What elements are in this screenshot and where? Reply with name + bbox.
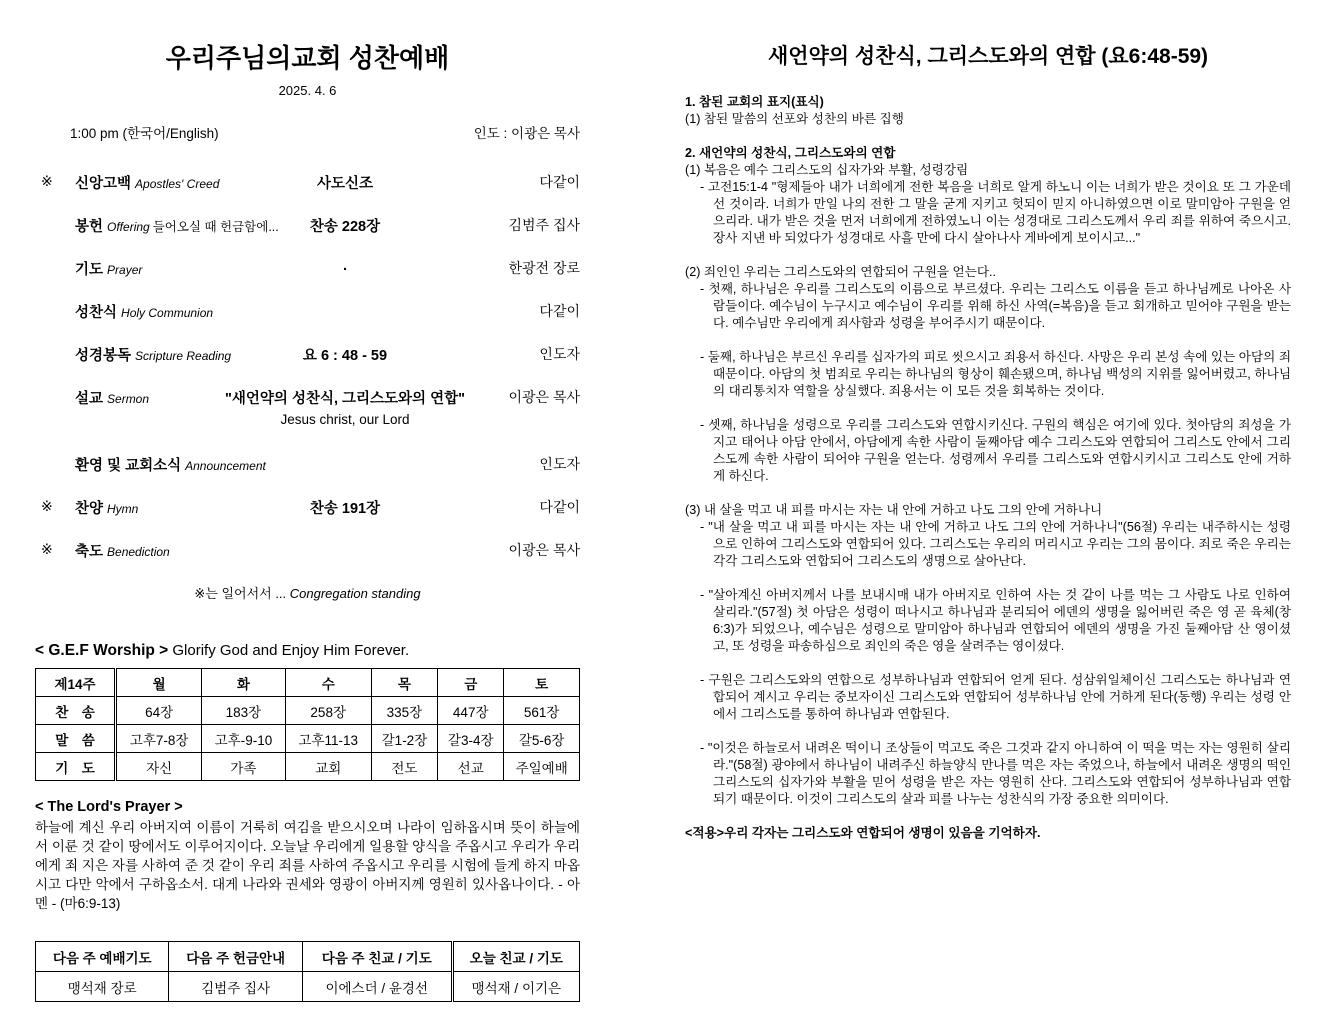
order-item-label: 봉헌 (75, 219, 104, 235)
table-cell: 고후11-13 (285, 725, 371, 753)
table-cell: 447장 (438, 697, 504, 725)
order-item-label-en: Holy Communion (121, 306, 214, 320)
order-person: 이광은 목사 (508, 389, 580, 405)
sermon-subtitle: Jesus christ, our Lord (280, 412, 410, 427)
table-cell: 전도 (371, 753, 437, 781)
order-item-label: 성경봉독 (75, 348, 132, 364)
notes-paragraph: - "이것은 하늘로서 내려온 떡이니 조상들이 먹고도 죽은 그것과 같지 아니하여 이 떡을 먹는 자는 영원히 살리라."(58절) 광야에서 하나님이 내려주신 하늘양식 만나를 먹은 자는 죽었으나, 하늘에서 내려온 생명의 떡인 그리스도의 십자가와 부활을 믿어 성령을 받은 자는 영원히 산다. 그리스도와 연합되어 성부하나님과 연합되기 때문이다. 이것이 그리스도의 살과 피를 나누는 성찬식의 가장 중요한 의미이다. (700, 741, 1291, 806)
sermon-title: "새언약의 성찬식, 그리스도와의 연합" (225, 391, 465, 407)
notes-paragraph: (1) 참된 말씀의 선포와 성찬의 바른 집행 (685, 112, 904, 126)
table-header-cell: 수 (285, 669, 371, 697)
table-cell: 가족 (202, 753, 285, 781)
table-cell: 주일예배 (504, 753, 580, 781)
worship-order-list (35, 172, 580, 564)
notes-paragraph: - 구원은 그리스도와의 연합으로 성부하나님과 연합되어 얻게 된다. 성삼위일체이신 그리스도는 하나님과 연합되어 계시고 우리는 중보자이신 그리스도와 연합되어 성부하나님 안에 거하게 된다(동행) 우리는 성령 안에서 그리스도를 통하여 하나님과 연합된다. (700, 673, 1291, 721)
order-item-label: 기도 (75, 262, 104, 278)
worship-order-row (35, 301, 580, 325)
gef-worship-head: < G.E.F Worship > (35, 642, 169, 659)
table-header-cell: 다음 주 헌금안내 (169, 942, 302, 972)
order-person: 다같이 (539, 174, 580, 190)
table-cell: 갈3-4장 (438, 725, 504, 753)
worship-order-column (35, 0, 580, 1002)
notes-paragraph: - 고전15:1-4 "형제들아 내가 너희에게 전한 복음을 너희로 알게 하노니 이는 너희가 받은 것이요 또 그 가운데 선 것이라. 너희가 만일 나의 전한 그 말을 굳게 지키고 헛되이 믿지 아니하였으면 이로 말미암아 구원을 얻으리라. 내가 받은 것을 먼저 너희에게 전하였노니 이는 성경대로 그리스도께서 우리 죄를 위하여 죽으시고. 장사 지낸 바 되었다가 성경대로 사흘 만에 다시 살아나사 게바에게 보이시고..." (700, 180, 1291, 245)
table-cell: 김범주 집사 (169, 972, 302, 1002)
table-cell: 64장 (116, 697, 202, 725)
standing-note: ※는 일어서서 ... Congregation standing (194, 586, 421, 601)
notes-paragraph: - 셋째, 하나님을 성령으로 우리를 그리스도와 연합시키신다. 구원의 핵심은 여기에 있다. 첫아담의 죄성을 가지고 태어나 아담 안에서, 아담에게 속한 사람이 둘째아담 예수 그리스도와 연합되어 그리스도 안에서 그리스도께 속한 사람이 되어야 구원을 얻는다. 성령께서 우리를 그리스도와 연합시키시고 그리스도 안에 거하게 하신다. (700, 418, 1291, 483)
order-center-text: 사도신조 (316, 176, 374, 192)
table-header-cell: 월 (116, 669, 202, 697)
gef-worship-motto: Glorify God and Enjoy Him Forever. (168, 642, 410, 659)
order-item-label-en: Benediction (107, 545, 170, 559)
order-person: 김범주 집사 (508, 217, 580, 233)
weekly-table-row (36, 697, 580, 725)
sermon-notes-title: 새언약의 성찬식, 그리스도와의 연합 (요6:48-59) (767, 45, 1209, 68)
table-cell: 자신 (116, 753, 202, 781)
table-cell: 맹석재 장로 (36, 972, 169, 1002)
notes-paragraph: - 첫째, 하나님은 우리를 그리스도의 이름으로 부르셨다. 우리는 그리스도 이름을 듣고 하나님께로 나아온 사람들이다. 예수님이 누구시고 예수님이 우리를 위해 하신 사역(=복음)을 듣고 회개하고 믿어야 구원을 받는다. 예수님만 우리에게 죄사함과 성령을 부어주시기 때문이다. (700, 282, 1291, 330)
notes-paragraph: (2) 죄인인 우리는 그리스도와의 연합되어 구원을 얻는다.. (685, 265, 997, 279)
weekly-table-header-row (36, 669, 580, 697)
standing-mark: ※ (41, 541, 53, 557)
table-cell: 이에스더 / 윤경선 (302, 972, 452, 1002)
table-cell: 561장 (504, 697, 580, 725)
order-item-label-en: Hymn (107, 502, 139, 516)
weekly-table-row (36, 725, 580, 753)
order-item-label-en: Offering (107, 220, 150, 234)
notes-paragraph: - "내 살을 먹고 내 피를 마시는 자는 내 안에 거하고 나도 그의 안에 거하나니"(56절) 우리는 내주하시는 성령으로 인하여 그리스도와 연합되어 있다. 그리스도는 우리의 머리시고 우리는 그의 몸이다. 죄로 죽은 우리는 각각 그리스도와 연합되어 그리스도의 생명으로 살아난다. (700, 520, 1291, 568)
table-cell: 고후7-8장 (116, 725, 202, 753)
table-header-cell: 오늘 친교 / 기도 (452, 942, 579, 972)
weekly-table-row (36, 753, 580, 781)
order-item-note: 들어오실 때 헌금함에... (152, 220, 279, 234)
order-item-label-en: Announcement (185, 459, 266, 473)
notes-paragraph: (1) 복음은 예수 그리스도의 십자가와 부활, 성령강림 (685, 163, 969, 177)
order-item-label: 환영 및 교회소식 (75, 458, 182, 474)
order-item-label-en: Prayer (107, 263, 143, 277)
worship-order-row-sermon (35, 387, 580, 435)
table-cell: 교회 (285, 753, 371, 781)
lords-prayer-text: 하늘에 계신 우리 아버지여 이름이 거룩히 여김을 받으시오며 나라이 임하옵시며 뜻이 하늘에서 이룬 것 같이 땅에서도 이루어지이다. 오늘날 우리에게 일용할 양식을 주옵시고 우리가 우리에게 죄 지은 자를 사하여 준 것 같이 우리 죄를 사하여 주옵시고 우리를 시험에 들게 하지 마옵시고 다만 악에서 구하옵소서. 대게 나라와 권세와 영광이 아버지께 영원히 있사옵나이다. - 아멘 - (마6:9-13) (35, 820, 580, 911)
standing-mark: ※ (41, 498, 53, 514)
table-cell: 183장 (202, 697, 285, 725)
table-header-cell: 목 (371, 669, 437, 697)
bulletin-title: 우리주님의교회 성찬예배 (165, 43, 450, 73)
notes-paragraph: - "살아계신 아버지께서 나를 보내시매 내가 아버지로 인하여 사는 것 같이 나를 먹는 그 사람도 나로 인하여 살리라."(57절) 첫 아담은 성령이 떠나시고 하나님과 분리되어 에덴의 생명을 잃어버린 죽은 영 곧 육체(창6:3)가 되었으나, 예수님은 성령으로 말미암아 하나님과 연합되어 에덴의 생명을 가진 둘째아담 산 영이셨고, 또 성령을 파송하심으로 죄인의 죽은 영을 살려주는 영이셨다. (700, 588, 1291, 653)
table-cell: 맹석재 / 이기은 (452, 972, 579, 1002)
service-time: 1:00 pm (한국어/English) (70, 126, 219, 141)
worship-order-row (35, 454, 580, 478)
order-person: 한광전 장로 (508, 260, 580, 276)
order-person: 인도자 (539, 346, 580, 362)
order-item-label-en: Scripture Reading (135, 349, 232, 363)
order-person: 다같이 (539, 499, 580, 515)
worship-order-row (35, 258, 580, 282)
order-item-label: 신앙고백 (75, 176, 132, 192)
order-item-label-en: Sermon (107, 392, 150, 406)
duty-table-header-row (36, 942, 580, 972)
order-item-label: 찬양 (75, 501, 104, 517)
table-cell: 335장 (371, 697, 437, 725)
order-center-text: . (342, 258, 348, 274)
notes-application: <적용>우리 각자는 그리스도와 연합되어 생명이 있음을 기억하자. (685, 826, 1041, 840)
order-person: 이광은 목사 (508, 542, 580, 558)
table-cell: 갈5-6장 (504, 725, 580, 753)
order-person: 다같이 (539, 303, 580, 319)
bulletin-date: 2025. 4. 6 (278, 83, 337, 98)
table-cell: 258장 (285, 697, 371, 725)
order-item-label: 성찬식 (75, 305, 118, 321)
table-row-label: 찬 송 (36, 697, 116, 725)
worship-order-row (35, 215, 580, 239)
notes-paragraph: - 둘째, 하나님은 부르신 우리를 십자가의 피로 씻으시고 죄용서 하신다. 사망은 우리 본성 속에 있는 아담의 죄 때문이다. 아담의 첫 범죄로 우리는 하나님의 형상이 훼손됐으며, 하나님 백성의 지위를 잃어버렸고, 하나님의 대리통치자 역할을 상실했다. 죄용서는 이 모든 것을 회복하는 것이다. (700, 350, 1291, 398)
table-cell: 선교 (438, 753, 504, 781)
standing-mark: ※ (41, 173, 53, 189)
table-cell: 고후-9-10 (202, 725, 285, 753)
worship-order-row (35, 540, 580, 564)
order-item-label-en: Apostles' Creed (135, 177, 220, 191)
order-item-label: 설교 (75, 391, 104, 407)
table-row-label: 기 도 (36, 753, 116, 781)
order-center-text: 찬송 228장 (309, 219, 381, 235)
table-header-cell: 화 (202, 669, 285, 697)
service-time-line (35, 122, 580, 142)
table-header-cell: 다음 주 친교 / 기도 (302, 942, 452, 972)
duty-table-row (36, 972, 580, 1002)
notes-heading: 1. 참된 교회의 표지(표식) (685, 95, 824, 109)
worship-order-row (35, 497, 580, 521)
table-header-cell: 토 (504, 669, 580, 697)
weekly-table (35, 668, 580, 781)
notes-heading: 2. 새언약의 성찬식, 그리스도와의 연합 (685, 146, 896, 160)
worship-order-row (35, 344, 580, 368)
notes-paragraph: (3) 내 살을 먹고 내 피를 마시는 자는 내 안에 거하고 나도 그의 안에 거하나니 (685, 503, 1103, 517)
duty-table (35, 941, 580, 1002)
order-center-text: 찬송 191장 (309, 501, 381, 517)
table-header-cell: 금 (438, 669, 504, 697)
order-item-label: 축도 (75, 544, 104, 560)
sermon-notes-body (685, 94, 1291, 842)
table-header-cell: 다음 주 예배기도 (36, 942, 169, 972)
order-center-text: 요 6 : 48 - 59 (302, 348, 388, 364)
lords-prayer-heading: < The Lord's Prayer > (35, 799, 183, 815)
order-person: 인도자 (539, 456, 580, 472)
gef-worship-line (35, 642, 580, 660)
sermon-notes-column (685, 0, 1291, 842)
service-leader: 인도 : 이광은 목사 (473, 126, 580, 141)
worship-order-row (35, 172, 580, 196)
table-header-cell: 제14주 (36, 669, 116, 697)
table-cell: 갈1-2장 (371, 725, 437, 753)
table-row-label: 말 씀 (36, 725, 116, 753)
